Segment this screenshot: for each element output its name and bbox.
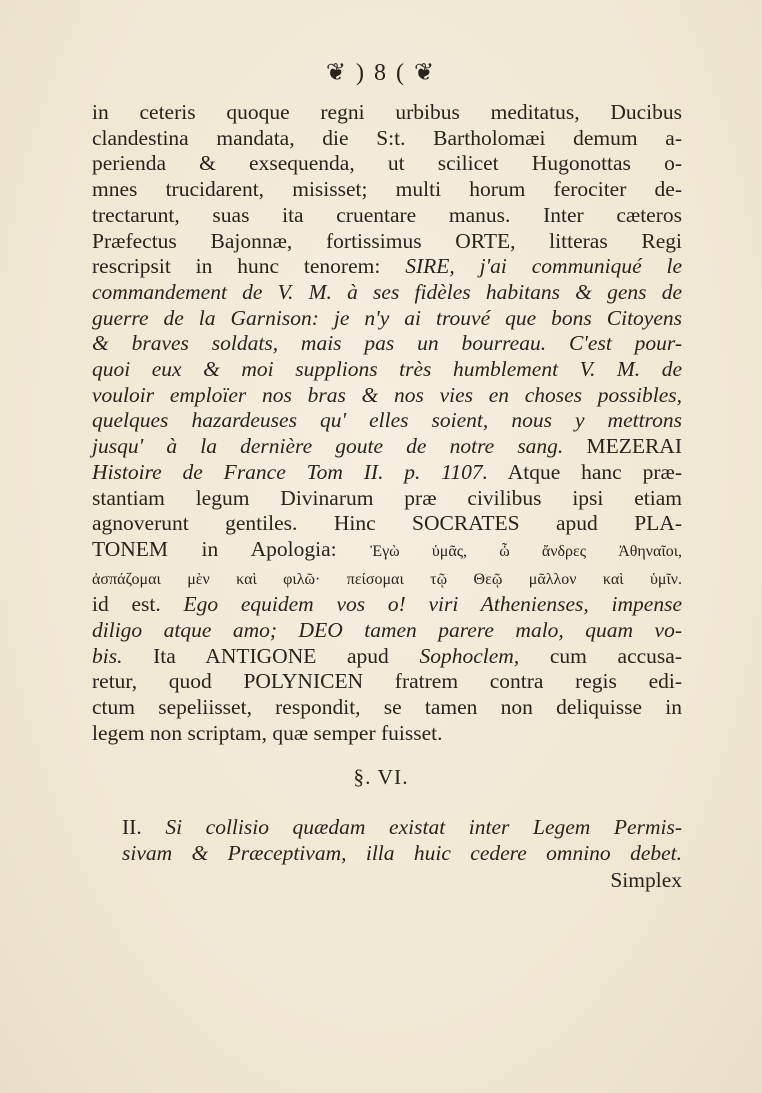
text-line bbox=[92, 331, 682, 357]
text-line bbox=[92, 177, 682, 203]
text-line bbox=[92, 511, 682, 537]
text-line bbox=[92, 100, 682, 126]
italic-text: bis. bbox=[92, 643, 123, 668]
text-segment: cum accusa- bbox=[519, 643, 683, 668]
text-line bbox=[92, 565, 682, 593]
italic-text: quoi eux & moi supplions très humblement V. M. de bbox=[92, 357, 682, 382]
text-line bbox=[92, 460, 682, 486]
italic-text: vouloir emploïer nos bras & nos vies en choses possibles, bbox=[92, 382, 682, 407]
section-heading: §. VI. bbox=[353, 765, 409, 789]
section-text-block bbox=[122, 815, 682, 866]
text-segment: II. bbox=[122, 815, 166, 839]
text-segment: TONEM in Apologia: bbox=[92, 536, 371, 561]
text-segment: Atque hanc præ- bbox=[488, 459, 682, 484]
italic-text: jusqu' à la dernière goute de notre sang. bbox=[92, 434, 564, 459]
text-segment: legem non scriptam, quæ semper fuisset. bbox=[92, 720, 443, 745]
text-segment: perienda & exsequenda, ut scilicet Hugonottas o- bbox=[92, 151, 682, 176]
italic-text: Sophoclem, bbox=[419, 643, 520, 668]
text-segment: trectarunt, suas ita cruentare manus. Inter cæteros bbox=[92, 202, 682, 227]
catchword: Simplex bbox=[610, 868, 682, 892]
text-segment: id est. bbox=[92, 592, 184, 617]
text-line bbox=[92, 408, 682, 434]
text-line bbox=[92, 357, 682, 383]
text-line bbox=[92, 669, 682, 695]
italic-text: commandement de V. M. à ses fidèles habitans & gens de bbox=[92, 279, 682, 304]
text-line bbox=[92, 537, 682, 565]
text-line bbox=[92, 229, 682, 255]
text-line bbox=[92, 306, 682, 332]
italic-text: quelques hazardeuses qu' elles soient, nous y mettrons bbox=[92, 408, 682, 433]
text-line bbox=[92, 486, 682, 512]
text-segment: agnoverunt gentiles. Hinc SOCRATES apud PLA- bbox=[92, 511, 682, 536]
italic-text: diligo atque amo; DEO tamen parere malo, quam vo- bbox=[92, 618, 682, 643]
text-line bbox=[92, 203, 682, 229]
text-segment: mnes trucidarent, misisset; multi horum ferociter de- bbox=[92, 177, 682, 202]
text-segment: clandestina mandata, die S:t. Bartholomæi demum a- bbox=[92, 125, 682, 150]
text-segment: retur, quod POLYNICEN fratrem contra regis edi- bbox=[92, 669, 682, 694]
italic-text: Si collisio quædam existat inter Legem Permis- bbox=[165, 815, 682, 839]
italic-text: guerre de la Garnison: je n'y ai trouvé que bons Citoyens bbox=[92, 305, 682, 330]
text-line bbox=[92, 721, 682, 747]
main-text-block bbox=[92, 100, 682, 747]
text-segment: stantiam legum Divinarum præ civilibus ipsi etiam bbox=[92, 485, 682, 510]
text-line bbox=[92, 383, 682, 409]
text-line bbox=[122, 841, 682, 867]
italic-text: Histoire de France Tom II. p. 1107. bbox=[92, 459, 489, 484]
italic-text: SIRE, j'ai communiqué le bbox=[405, 254, 682, 279]
text-line bbox=[92, 592, 682, 618]
italic-text: sivam & Præceptivam, illa huic cedere omnino debet. bbox=[122, 840, 682, 865]
italic-text: Ego equidem vos o! viri Athenienses, impense bbox=[183, 592, 682, 617]
page-header-ornament: ❦ ) 8 ( ❦ bbox=[325, 60, 437, 86]
text-line bbox=[122, 815, 682, 841]
text-line bbox=[92, 434, 682, 460]
text-line bbox=[92, 126, 682, 152]
text-segment: MEZERAI bbox=[563, 434, 682, 459]
text-line bbox=[92, 644, 682, 670]
text-line bbox=[92, 618, 682, 644]
text-segment: Præfectus Bajonnæ, fortissimus ORTE, litteras Regi bbox=[92, 228, 682, 253]
greek-text: ἀσπάζομαι μὲν καὶ φιλῶ· πείσομαι τῷ Θεῷ μᾶλλον καὶ ὑμῖν. bbox=[92, 570, 682, 588]
text-line bbox=[92, 695, 682, 721]
greek-text: Ἐγὼ ὑμᾶς, ὦ ἄνδρες Ἀθηναῖοι, bbox=[370, 542, 683, 560]
italic-text: & braves soldats, mais pas un bourreau. C'est pour- bbox=[92, 331, 682, 356]
text-segment: rescripsit in hunc tenorem: bbox=[92, 254, 406, 279]
text-line bbox=[92, 254, 682, 280]
text-segment: in ceteris quoque regni urbibus meditatus, Ducibus bbox=[92, 100, 682, 124]
text-segment: ctum sepeliisset, respondit, se tamen non deliquisse in bbox=[92, 695, 682, 720]
text-line bbox=[92, 151, 682, 177]
text-segment: Ita ANTIGONE apud bbox=[122, 643, 420, 668]
text-line bbox=[92, 280, 682, 306]
